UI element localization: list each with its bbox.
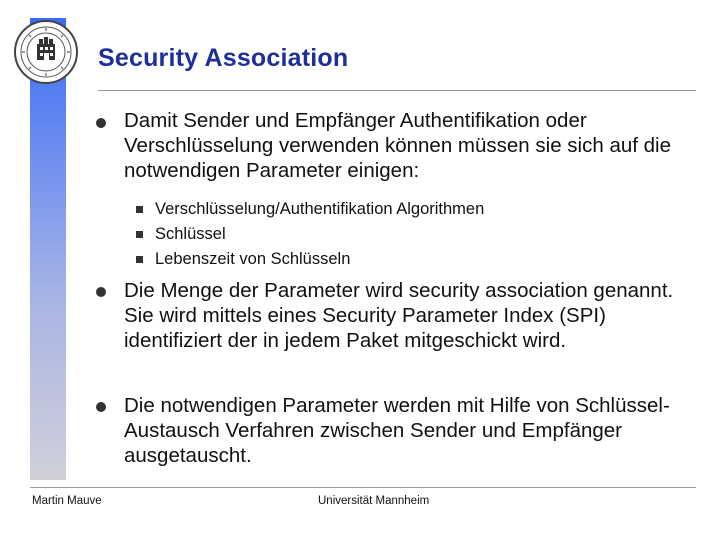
square-bullet-icon: [136, 231, 143, 238]
sub-item-text: Verschlüsselung/Authentifikation Algorithmen: [155, 200, 485, 218]
square-bullet-icon: [136, 206, 143, 213]
footer-author: Martin Mauve: [32, 495, 102, 507]
sub-bullet-list: [136, 197, 484, 272]
sub-item-text: Lebenszeit von Schlüsseln: [155, 250, 351, 268]
university-seal-logo: [14, 20, 78, 84]
slide-title: Security Association: [98, 44, 349, 72]
footer-institution: Universität Mannheim: [318, 495, 430, 507]
bullet-icon: [96, 118, 106, 128]
sub-item-text: Schlüssel: [155, 225, 226, 243]
sidebar-gradient: [30, 18, 66, 480]
sub-item: [136, 247, 484, 272]
title-divider: [98, 90, 696, 91]
bullet-text-2: Die Menge der Parameter wird security association genannt. Sie wird mittels eines Security Parameter Index (SPI) identifiziert der in jedem Paket mitgeschickt wird.: [124, 279, 674, 352]
footer-divider: [30, 487, 696, 488]
bullet-text-1: Damit Sender und Empfänger Authentifikation oder Verschlüsselung verwenden können müssen sie sich auf die notwendigen Parameter einigen:: [124, 109, 671, 182]
bullet-icon: [96, 287, 106, 297]
sub-item: [136, 197, 484, 222]
square-bullet-icon: [136, 256, 143, 263]
bullet-text-3: Die notwendigen Parameter werden mit Hilfe von Schlüssel-Austausch Verfahren zwischen Sender und Empfänger ausgetauscht.: [124, 394, 670, 467]
bullet-icon: [96, 402, 106, 412]
sub-item: [136, 222, 484, 247]
